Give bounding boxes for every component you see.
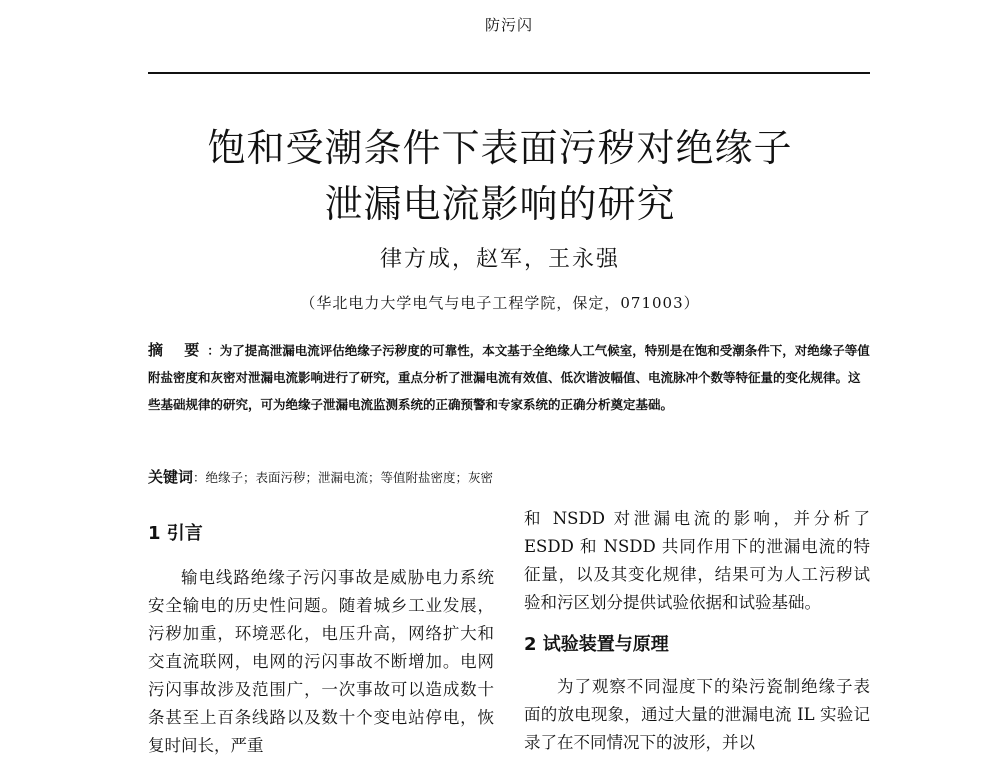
left-column — [148, 520, 494, 760]
title-line-2: 泄漏电流影响的研究 — [324, 182, 676, 226]
authors: 律方成，赵军，王永强 — [379, 247, 620, 272]
intro-paragraph: 输电线路绝缘子污闪事故是威胁电力系统安全输电的历史性问题。随着城乡工业发展，污秽加重，环境恶化，电压升高，网络扩大和交直流联网，电网的污闪事故不断增加。电网污闪事故涉及范围广，一次事故可以造成数十条甚至上百条线路以及数十个变电站停电，恢复时间长，严重 — [148, 568, 494, 755]
setup-paragraph: 为了观察不同湿度下的染污瓷制绝缘子表面的放电现象，通过大量的泄漏电流 IL 实验记录了在不同情况下的波形，并以 — [524, 677, 870, 752]
abstract-label: 摘 要 — [148, 341, 208, 359]
paper-title — [100, 120, 900, 232]
header-rule — [148, 72, 870, 74]
keywords — [148, 467, 870, 488]
title-line-1: 饱和受潮条件下表面污秽对绝缘子 — [207, 126, 793, 170]
keywords-text: ：绝缘子；表面污秽；泄漏电流；等值附盐密度；灰密 — [193, 470, 494, 485]
abstract — [148, 337, 870, 418]
section-heading-introduction: 1 引言 — [148, 523, 203, 544]
keywords-label: 关键词 — [148, 468, 194, 486]
abstract-text: ：为了提高泄漏电流评估绝缘子污秽度的可靠性，本文基于全绝缘人工气候室，特别是在饱和受潮条件下，对绝缘子等值附盐密度和灰密对泄漏电流影响进行了研究，重点分析了泄漏电流有效值、低次谐波幅值、电流脉冲个数等特征量的变化规律。这些基础规律的研究，可为绝缘子泄漏电流监测系统的正确预警和专家系统的正确分析奠定基础。 — [148, 343, 870, 412]
affiliation: （华北电力大学电气与电子工程学院，保定，071003） — [300, 294, 700, 312]
running-head: 防污闪 — [484, 16, 533, 34]
right-column — [524, 505, 870, 757]
intro-paragraph-continued: 和 NSDD 对泄漏电流的影响，并分析了 ESDD 和 NSDD 共同作用下的泄漏电流的特征量，以及其变化规律，结果可为人工污秽试验和污区划分提供试验依据和试验基础。 — [524, 509, 870, 612]
section-heading-setup: 2 试验装置与原理 — [524, 634, 669, 655]
